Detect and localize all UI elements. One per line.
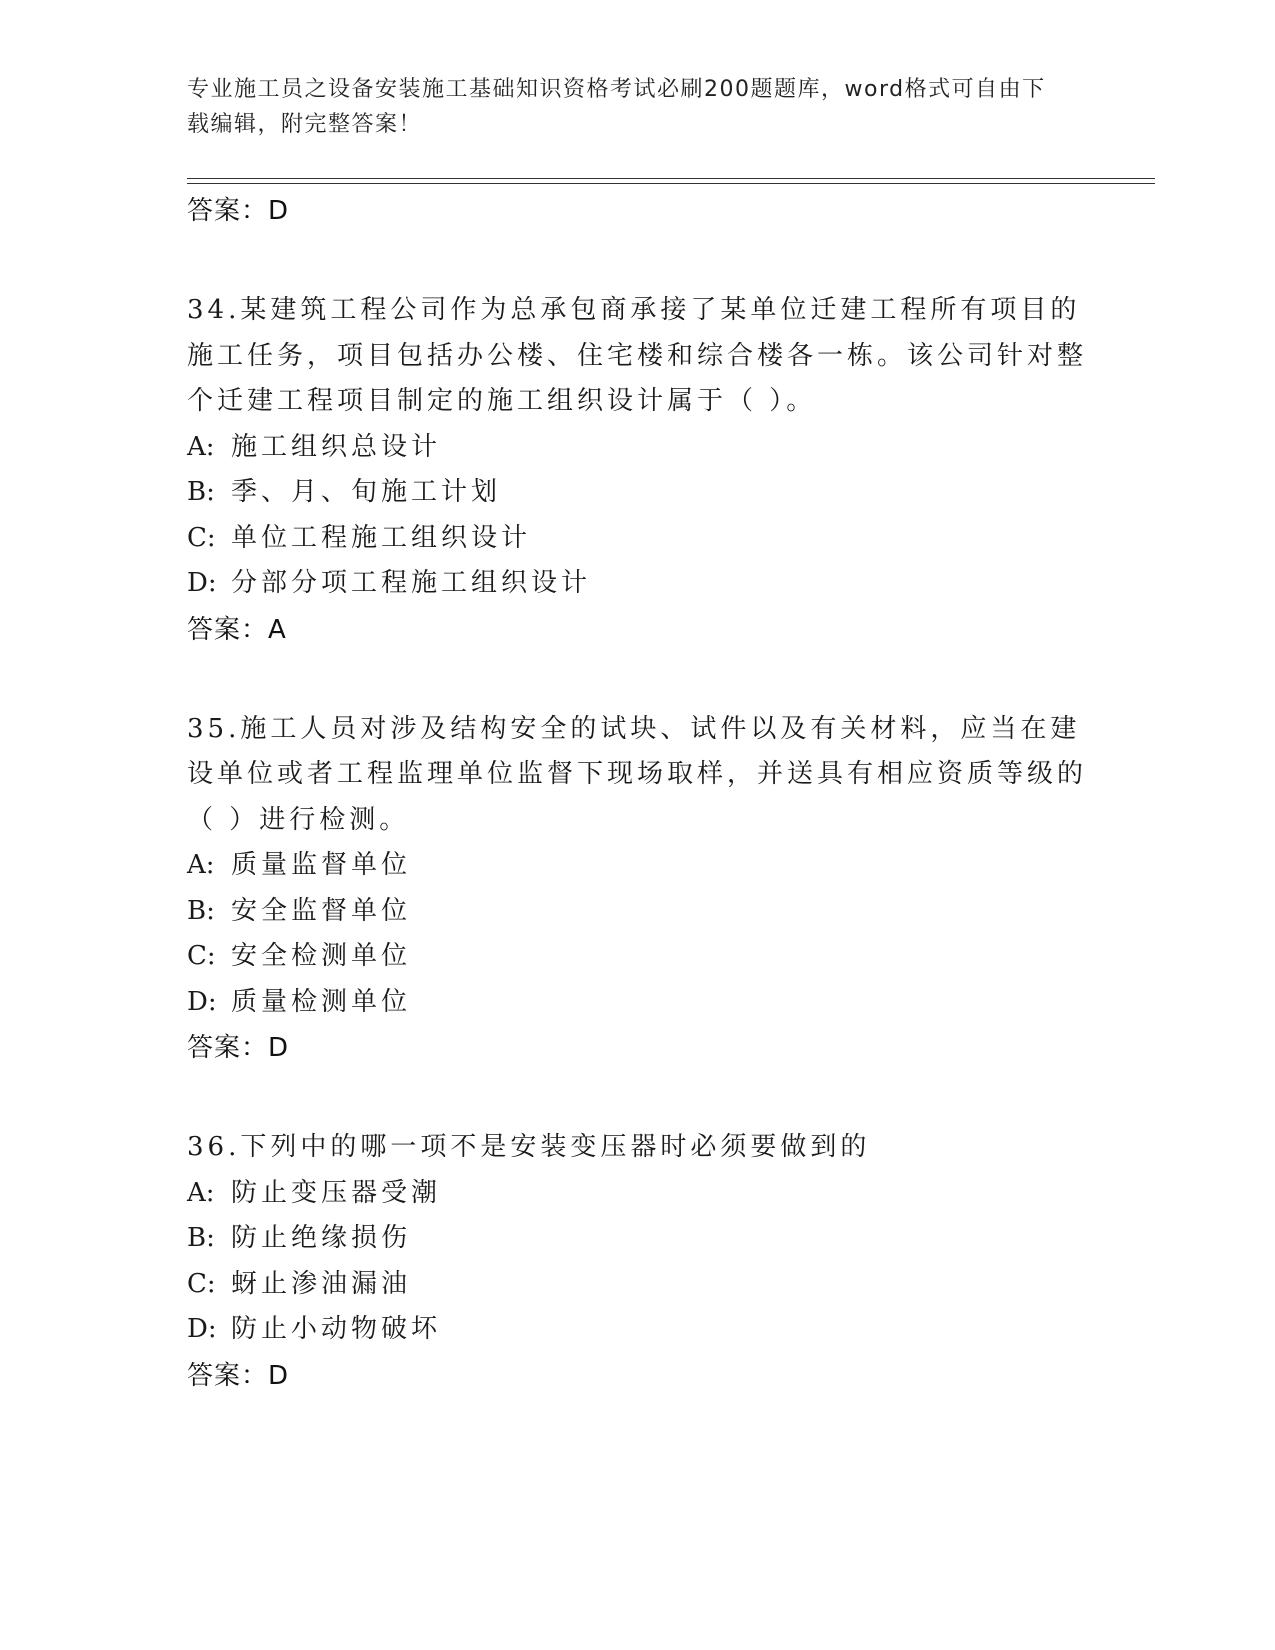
- question-stem: 34.某建筑工程公司作为总承包商承接了某单位迁建工程所有项目的施工任务，项目包括办公楼、住宅楼和综合楼各一栋。该公司针对整个迁建工程项目制定的施工组织设计属于（ ）。: [187, 295, 1088, 416]
- option-label: A:: [187, 1177, 215, 1208]
- option-label: B:: [187, 477, 215, 507]
- answer-line: 答案：A: [187, 614, 287, 645]
- option-c: [187, 516, 1087, 562]
- option-text: 季、月、旬施工计划: [231, 477, 502, 507]
- option-text: 单位工程施工组织设计: [231, 522, 532, 553]
- option-label: C:: [187, 522, 216, 553]
- option-text: 分部分项工程施工组织设计: [231, 568, 592, 598]
- option-d: [187, 1307, 1087, 1353]
- answer-line: 答案：D: [187, 1033, 290, 1063]
- option-d: [187, 980, 1087, 1026]
- option-text: 质量检测单位: [231, 986, 412, 1017]
- option-text: 施工组织总设计: [231, 431, 442, 462]
- answer-line: 答案：D: [187, 1360, 290, 1391]
- option-label: A:: [187, 431, 215, 462]
- option-a: [187, 425, 1087, 471]
- option-text: 防止变压器受潮: [231, 1177, 442, 1208]
- option-text: 防止小动物破坏: [231, 1314, 442, 1344]
- option-label: B:: [187, 895, 215, 926]
- question-36: [187, 1125, 1087, 1399]
- option-label: C:: [187, 1268, 216, 1299]
- option-a: [187, 1171, 1087, 1217]
- question-stem: 36.下列中的哪一项不是安装变压器时必须要做到的: [187, 1132, 871, 1162]
- option-b: [187, 470, 1087, 516]
- option-b: [187, 1216, 1087, 1262]
- option-text: 安全监督单位: [231, 895, 412, 926]
- option-c: [187, 1262, 1087, 1308]
- document-header: [187, 72, 1067, 142]
- question-35: [187, 707, 1087, 1072]
- option-text: 质量监督单位: [231, 850, 412, 880]
- option-label: D:: [187, 1314, 217, 1344]
- option-text: 防止绝缘损伤: [231, 1223, 412, 1253]
- option-label: B:: [187, 1223, 215, 1253]
- header-divider-bottom: [187, 183, 1155, 184]
- option-label: D:: [187, 568, 217, 598]
- option-text: 蚜止渗油漏油: [231, 1268, 412, 1299]
- answer-line: 答案：D: [187, 196, 290, 226]
- header-divider-top: [187, 178, 1155, 179]
- question-34: [187, 288, 1087, 653]
- option-a: [187, 843, 1087, 889]
- option-d: [187, 561, 1087, 607]
- option-text: 安全检测单位: [231, 941, 412, 971]
- option-b: [187, 889, 1087, 935]
- option-label: C:: [187, 941, 216, 971]
- option-label: A:: [187, 850, 215, 880]
- header-text: 专业施工员之设备安装施工基础知识资格考试必刷200题题库，word格式可自由下载编辑，附完整答案！: [187, 77, 1046, 137]
- option-label: D:: [187, 986, 217, 1017]
- page-content: [187, 188, 1087, 1399]
- option-c: [187, 934, 1087, 980]
- question-stem: 35.施工人员对涉及结构安全的试块、试件以及有关材料，应当在建设单位或者工程监理单位监督下现场取样，并送具有相应资质等级的（ ）进行检测。: [187, 713, 1088, 835]
